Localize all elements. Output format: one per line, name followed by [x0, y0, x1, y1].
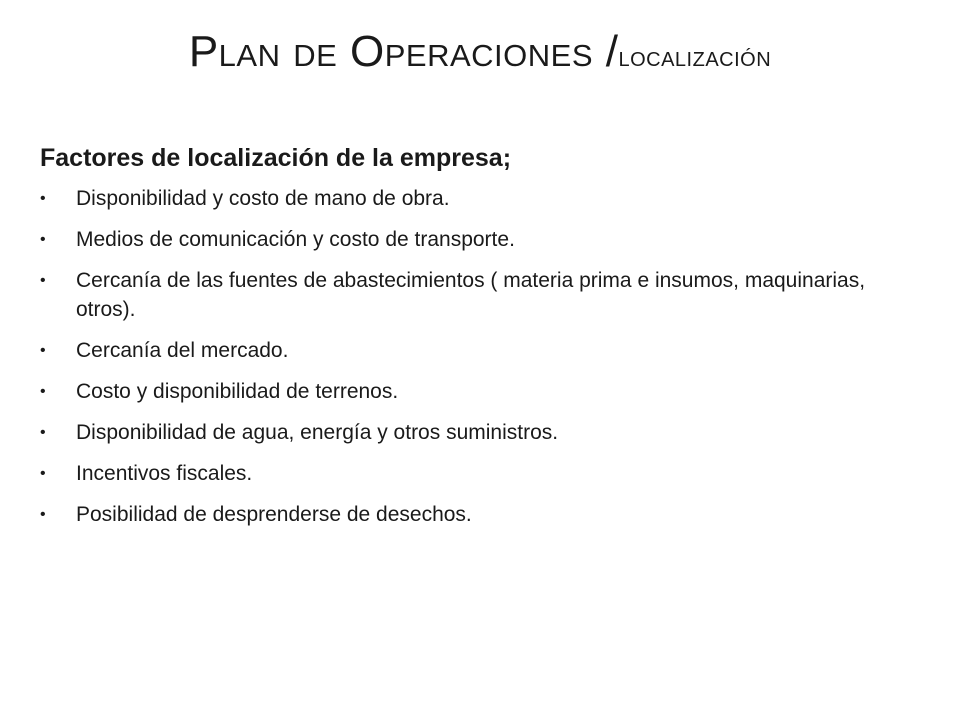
- list-item-text: Incentivos fiscales.: [76, 462, 253, 485]
- list-item: [40, 266, 920, 324]
- bullet-icon: •: [40, 383, 46, 400]
- list-item-text: Disponibilidad y costo de mano de obra.: [76, 187, 450, 210]
- bullet-icon: •: [40, 342, 46, 359]
- bullet-icon: •: [40, 231, 46, 248]
- list-item: [40, 500, 920, 529]
- bullet-icon: •: [40, 190, 46, 207]
- slide-title-sub: localización: [618, 41, 772, 73]
- slide-content: [40, 138, 920, 541]
- bullet-icon: •: [40, 465, 46, 482]
- slide-title-main: Plan de Operaciones /: [188, 27, 619, 76]
- bullet-icon: •: [40, 272, 46, 289]
- list-item-text: Posibilidad de desprenderse de desechos.: [76, 503, 472, 526]
- list-item: [40, 225, 920, 254]
- slide-title: [0, 26, 960, 83]
- list-item: [40, 336, 920, 365]
- list-item-text: Disponibilidad de agua, energía y otros suministros.: [76, 421, 559, 444]
- list-item: [40, 184, 920, 213]
- list-item-text: Cercanía del mercado.: [76, 339, 289, 362]
- bullet-list: [40, 184, 920, 529]
- bullet-icon: •: [40, 424, 46, 441]
- list-item: [40, 459, 920, 488]
- list-item-text: Cercanía de las fuentes de abastecimientos ( materia prima e insumos, maquinarias, otros).: [76, 269, 866, 321]
- list-item: [40, 418, 920, 447]
- list-item-text: Costo y disponibilidad de terrenos.: [76, 380, 399, 403]
- section-heading: Factores de localización de la empresa;: [40, 144, 512, 172]
- bullet-icon: •: [40, 506, 46, 523]
- list-item-text: Medios de comunicación y costo de transporte.: [76, 228, 515, 251]
- list-item: [40, 377, 920, 406]
